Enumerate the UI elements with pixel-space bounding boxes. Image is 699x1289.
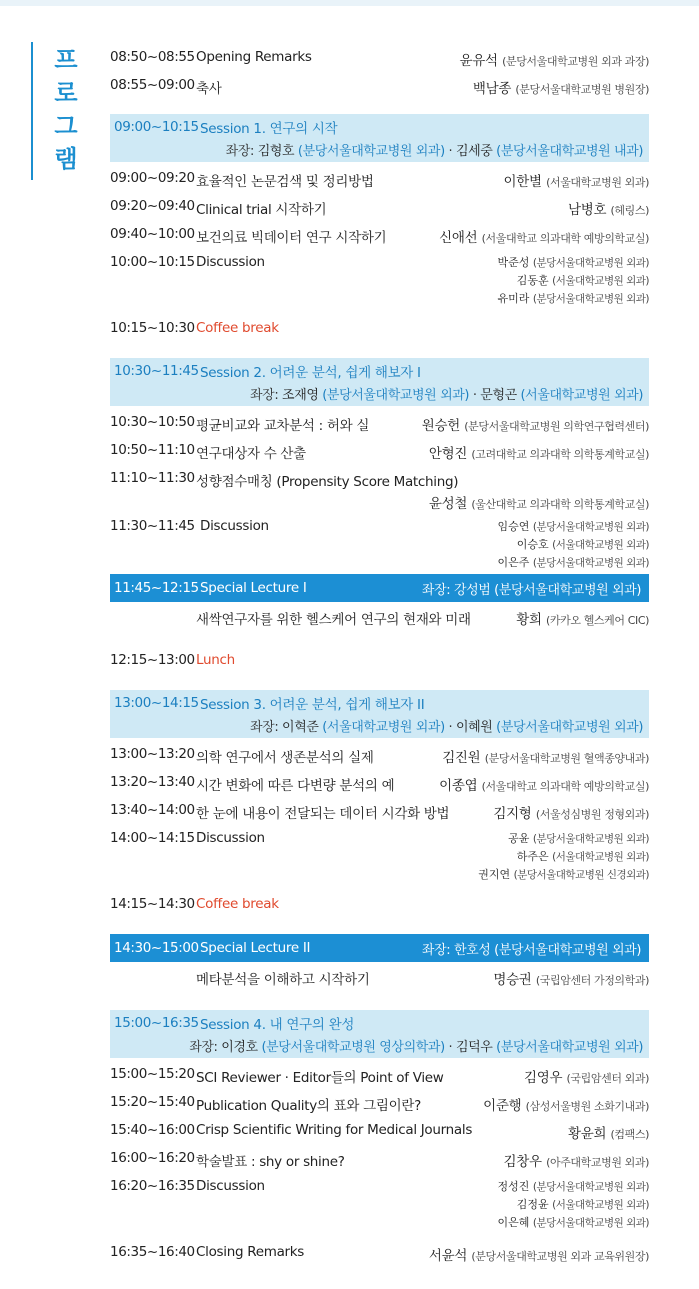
affiliation: (서울성심병원 정형외과) (535, 808, 649, 821)
speaker-name: 윤유석 (459, 53, 498, 69)
affiliation: (분당서울대학교병원 외과) (532, 1217, 649, 1229)
person-name: 김동훈 (516, 274, 549, 287)
title: 한 눈에 내용이 전달되는 데이터 시각화 방법 (196, 806, 450, 822)
schedule-row (110, 738, 649, 774)
discussion-panel (498, 518, 650, 572)
schedule-row (110, 1122, 649, 1150)
top-band (0, 0, 699, 6)
person-name: 조재영 (282, 388, 319, 403)
person-name: 안형진 (428, 446, 468, 462)
affiliation: (컴팩스) (610, 1128, 649, 1141)
affiliation: (국립암센터 가정의학과) (535, 974, 649, 987)
affiliation: (고려대학교 의과대학 의학통계학교실) (471, 448, 649, 461)
discussion-panel (498, 254, 650, 308)
schedule-row (110, 962, 649, 1010)
special-lecture-chair: 좌장: 강성범 (분당서울대학교병원 외과) (421, 582, 641, 598)
schedule-row (110, 1058, 649, 1094)
session-title-row (110, 114, 649, 140)
time: 15:00~16:35 (114, 1015, 199, 1031)
person-name: 이은주 (497, 556, 530, 569)
title: Session 4. 내 연구의 완성 (200, 1017, 355, 1033)
person-name: 이은혜 (497, 1216, 530, 1229)
person-name: 김진원 (442, 750, 481, 766)
schedule-row (110, 226, 649, 254)
person-name: 권지연 (478, 868, 511, 881)
special-lecture-chair: 좌장: 한호성 (분당서울대학교병원 외과) (421, 942, 641, 958)
person-name: 이준행 (483, 1098, 522, 1114)
person-name: 이종엽 (439, 778, 478, 794)
affiliation: (서울대학교 의과대학 예방의학교실) (481, 232, 649, 245)
time: 14:00~14:15 (110, 830, 195, 846)
title: Coffee break (196, 320, 279, 336)
affiliation: (국립암센터 외과) (566, 1072, 649, 1085)
title: Publication Quality의 표와 그림이란? (196, 1098, 421, 1114)
time: 13:40~14:00 (110, 802, 195, 818)
schedule-row (110, 470, 649, 518)
schedule-row (110, 162, 649, 198)
affiliation: (분당서울대학교병원 외과 교육위원장) (471, 1250, 649, 1263)
schedule-row (110, 1244, 649, 1272)
person-name: 이경호 (221, 1040, 258, 1055)
affiliation: (울산대학교 의과대학 의학통계학교실) (471, 498, 649, 511)
time: 10:30~11:45 (114, 363, 199, 379)
affiliation: (서울대학교 의과대학 예방의학교실) (481, 780, 649, 793)
title: Discussion (200, 518, 269, 534)
time: 13:00~14:15 (114, 695, 199, 711)
speaker (429, 442, 649, 462)
time: 09:20~09:40 (110, 198, 195, 214)
title: Special Lecture II (200, 940, 311, 956)
time: 14:30~15:00 (114, 940, 199, 956)
speaker (483, 1094, 649, 1114)
chair-name: 김형호 (257, 144, 295, 159)
discussion-row (110, 830, 649, 896)
speaker (429, 1244, 649, 1264)
title: 효율적인 논문검색 및 정리방법 (196, 174, 374, 190)
person-name: 남병호 (568, 202, 607, 218)
person-name: 황희 (516, 612, 542, 628)
person-name: 이혜원 (455, 720, 493, 735)
time: 14:15~14:30 (110, 896, 195, 912)
time: 10:00~10:15 (110, 254, 195, 270)
title: 의학 연구에서 생존분석의 실제 (196, 750, 374, 766)
session-header (110, 690, 649, 738)
time: 11:30~11:45 (110, 518, 195, 534)
title: Clinical trial 시작하기 (196, 202, 327, 218)
schedule-row (110, 1150, 649, 1178)
speaker (504, 170, 649, 190)
person-name: 이한별 (503, 174, 542, 190)
title: 메타분석을 이해하고 시작하기 (196, 972, 370, 988)
break-row (110, 320, 649, 358)
discussion-row (110, 254, 649, 320)
time: 15:40~16:00 (110, 1122, 195, 1138)
time: 16:35~16:40 (110, 1244, 195, 1260)
schedule-row (110, 1094, 649, 1122)
affiliation: (서울대학교병원 외과) (552, 275, 649, 287)
time: 13:20~13:40 (110, 774, 195, 790)
time: 12:15~13:00 (110, 652, 195, 668)
session-header (110, 358, 649, 406)
session-header (110, 1010, 649, 1058)
speaker (504, 1150, 649, 1170)
speaker (493, 802, 649, 822)
person-name: 문형곤 (480, 388, 517, 403)
person-name: 공윤 (508, 832, 530, 845)
discussion-row (110, 1178, 649, 1244)
person-name: 서윤석 (428, 1248, 468, 1264)
session-chairs: 좌장: 이경호 (분당서울대학교병원 영상의학과) · 김덕우 (분당서울대학교병원 외과) (189, 1040, 643, 1055)
title: 성향점수매칭 (Propensity Score Matching) (196, 474, 459, 490)
title: 축사 (196, 81, 222, 97)
affiliation: (분당서울대학교병원 신경외과) (513, 869, 649, 881)
person-name: 명승권 (493, 972, 532, 988)
person-name: 김창우 (503, 1154, 542, 1170)
time: 08:50~08:55 (110, 49, 195, 65)
title: Discussion (196, 254, 265, 270)
time: 09:40~10:00 (110, 226, 195, 242)
session-chairs: 좌장: 김형호 (분당서울대학교병원 외과) · 김세중 (분당서울대학교병원 내과) (225, 144, 643, 159)
person-name: 정성진 (497, 1180, 530, 1193)
special-lecture-header (110, 934, 649, 962)
time: 11:45~12:15 (114, 580, 199, 596)
speaker (493, 968, 649, 988)
time: 10:50~11:10 (110, 442, 195, 458)
speaker (422, 414, 649, 434)
time: 09:00~10:15 (114, 119, 199, 135)
schedule-row (110, 602, 649, 652)
program-schedule (110, 40, 649, 1272)
title: Session 2. 어려운 분석, 쉽게 해보자 I (200, 365, 421, 381)
title: Session 1. 연구의 시작 (200, 121, 338, 137)
person-name: 김덕우 (455, 1040, 493, 1055)
schedule-row (110, 198, 649, 226)
person-name: 윤성철 (428, 496, 468, 512)
title: Closing Remarks (196, 1244, 305, 1260)
title: Coffee break (196, 896, 279, 912)
title: SCI Reviewer · Editor들의 Point of View (196, 1070, 444, 1086)
session-chairs: 좌장: 이혁준 (서울대학교병원 외과) · 이혜원 (분당서울대학교병원 외과) (250, 720, 643, 735)
speaker-aff: (분당서울대학교병원 외과 과장) (502, 55, 649, 68)
title: Discussion (196, 1178, 265, 1194)
schedule-row (110, 774, 649, 802)
title: 학술발표 : shy or shine? (196, 1154, 345, 1170)
speaker (516, 608, 649, 628)
time: 08:55~09:00 (110, 77, 195, 93)
schedule-row (110, 406, 649, 442)
person-name: 박준성 (497, 256, 530, 269)
side-title-char: 프 (54, 46, 78, 74)
time: 15:00~15:20 (110, 1066, 195, 1082)
person-name: 김정윤 (516, 1198, 549, 1211)
discussion-panel (498, 1178, 650, 1232)
side-title (46, 44, 86, 176)
affiliation: (분당서울대학교병원 외과) (532, 1181, 649, 1193)
title: Discussion (196, 830, 265, 846)
title: Opening Remarks (196, 49, 312, 65)
session-header (110, 114, 649, 162)
speaker (524, 1066, 649, 1086)
title: 시간 변화에 따른 다변량 분석의 예 (196, 778, 395, 794)
person-name: 김영우 (524, 1070, 563, 1086)
title: Crisp Scientific Writing for Medical Journals (196, 1122, 473, 1138)
speaker (568, 198, 649, 218)
affiliation: (서울대학교병원 외과) (552, 851, 649, 863)
time: 16:20~16:35 (110, 1178, 195, 1194)
schedule-row (110, 802, 649, 830)
person-name: 황윤희 (568, 1126, 607, 1142)
break-row (110, 896, 649, 934)
time: 13:00~13:20 (110, 746, 195, 762)
title: 평균비교와 교차분석 : 허와 실 (196, 418, 370, 434)
affiliation: (카카오 헬스케어 CIC) (546, 614, 649, 627)
title: Special Lecture I (200, 580, 307, 596)
affiliation: (헤링스) (610, 204, 649, 217)
time: 10:15~10:30 (110, 320, 195, 336)
affiliation: (분당서울대학교병원 외과) (532, 833, 649, 845)
schedule-row (110, 442, 649, 470)
person-name: 임승연 (497, 520, 530, 533)
title: Lunch (196, 652, 235, 668)
speaker-name: 백남종 (472, 81, 512, 97)
side-title-char: 로 (54, 79, 78, 107)
speaker (439, 226, 649, 246)
speaker (568, 1122, 649, 1142)
special-lecture-header (110, 574, 649, 602)
person-name: 유미라 (497, 292, 530, 305)
schedule-row (110, 77, 649, 114)
affiliation: (아주대학교병원 외과) (546, 1156, 649, 1169)
break-row (110, 652, 649, 690)
affiliation: (분당서울대학교병원 혈액종양내과) (484, 752, 649, 765)
discussion-row (110, 518, 649, 574)
affiliation: (분당서울대학교병원 외과) (532, 293, 649, 305)
time: 09:00~09:20 (110, 170, 195, 186)
person-name: 신애선 (439, 230, 478, 246)
person-name: 원승헌 (421, 418, 460, 434)
speaker-aff: (분당서울대학교병원 병원장) (515, 83, 649, 96)
affiliation: (삼성서울병원 소화기내과) (525, 1100, 649, 1113)
title: 연구대상자 수 산출 (196, 446, 306, 462)
person-name: 이혁준 (282, 720, 319, 735)
side-title-char: 램 (54, 145, 78, 173)
speaker (473, 77, 649, 97)
person-name: 하주은 (516, 850, 549, 863)
affiliation: (서울대학교병원 외과) (552, 539, 649, 551)
schedule-row (110, 40, 649, 77)
affiliation: (서울대학교병원 외과) (546, 176, 649, 189)
title: 새싹연구자를 위한 헬스케어 연구의 현재와 미래 (196, 612, 471, 628)
speaker (439, 774, 649, 794)
speaker (460, 49, 649, 69)
time: 11:10~11:30 (110, 470, 195, 486)
speaker (429, 492, 649, 512)
time: 15:20~15:40 (110, 1094, 195, 1110)
person-name: 김지형 (493, 806, 532, 822)
side-title-char: 그 (54, 112, 78, 140)
affiliation: (분당서울대학교병원 외과) (532, 521, 649, 533)
time: 16:00~16:20 (110, 1150, 195, 1166)
discussion-panel (478, 830, 649, 884)
session-chairs: 좌장: 조재영 (분당서울대학교병원 외과) · 문형곤 (서울대학교병원 외과) (250, 388, 643, 403)
affiliation: (분당서울대학교병원 의학연구협력센터) (464, 420, 649, 433)
title: Session 3. 어려운 분석, 쉽게 해보자 II (200, 697, 425, 713)
title: 보건의료 빅데이터 연구 시작하기 (196, 230, 387, 246)
affiliation: (분당서울대학교병원 외과) (532, 557, 649, 569)
affiliation: (분당서울대학교병원 외과) (532, 257, 649, 269)
speaker (442, 746, 649, 766)
affiliation: (서울대학교병원 외과) (552, 1199, 649, 1211)
side-accent-line (31, 42, 33, 180)
person-name: 이승호 (516, 538, 549, 551)
time: 10:30~10:50 (110, 414, 195, 430)
chair-name: 김세중 (455, 144, 493, 159)
